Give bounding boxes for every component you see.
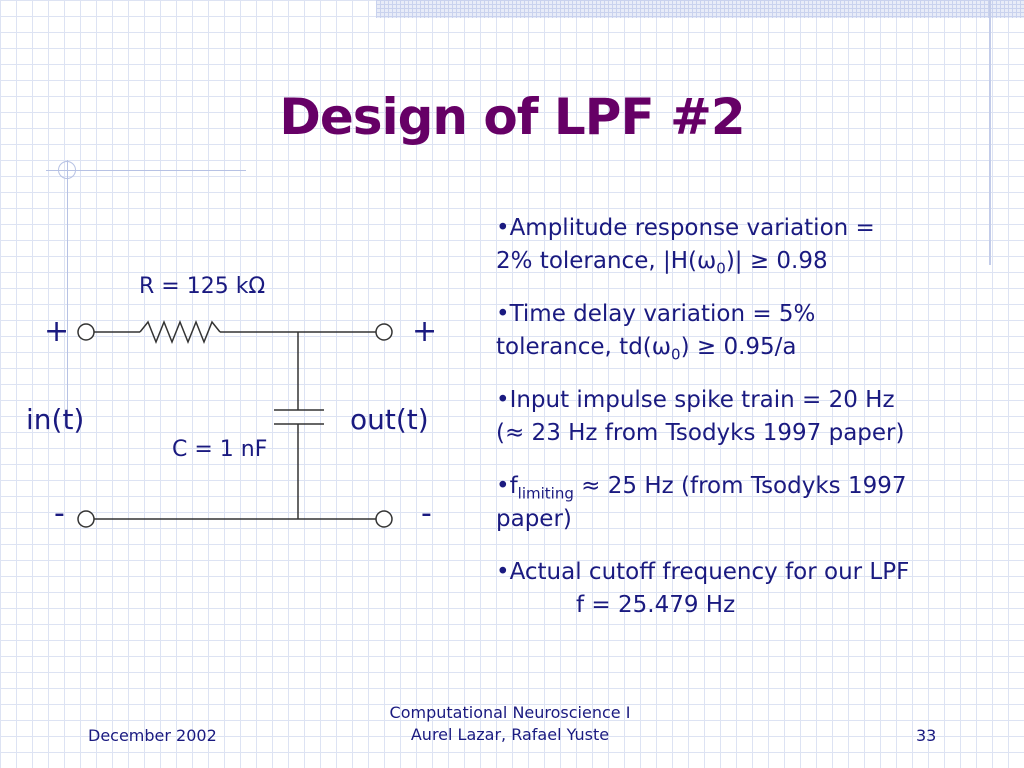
minus-right-sign: - bbox=[421, 496, 432, 531]
bullet-line bbox=[496, 245, 966, 278]
bullet-line: f = 25.479 Hz bbox=[576, 592, 736, 618]
bullet-line bbox=[496, 331, 966, 364]
terminal-out-minus bbox=[376, 511, 392, 527]
out-label: out(t) bbox=[350, 403, 429, 436]
text-run: ) ≥ 0.95/a bbox=[680, 334, 797, 360]
footer-course-title: Computational Neuroscience I bbox=[389, 703, 631, 722]
text-run: )| ≥ 0.98 bbox=[725, 248, 828, 274]
resistor-label: R = 125 kΩ bbox=[139, 274, 266, 299]
bullet-line: •Amplitude response variation = bbox=[496, 215, 875, 241]
terminal-out-plus bbox=[376, 324, 392, 340]
capacitor-label: C = 1 nF bbox=[172, 437, 268, 462]
bullet-line bbox=[496, 470, 966, 503]
in-label: in(t) bbox=[26, 403, 85, 436]
footer-course bbox=[360, 702, 660, 746]
bullet-line: •Time delay variation = 5% bbox=[496, 301, 816, 327]
bullet-list bbox=[496, 212, 966, 642]
footer-authors: Aurel Lazar, Rafael Yuste bbox=[410, 725, 610, 744]
text-run: 2% tolerance, |H(ω bbox=[496, 248, 717, 274]
resistor-zigzag bbox=[140, 322, 220, 342]
bullet-line: paper) bbox=[496, 506, 572, 532]
text-run: ≈ 25 Hz (from Tsodyks 1997 bbox=[573, 473, 907, 499]
subscript: 0 bbox=[671, 345, 681, 364]
bullet-line: •Actual cutoff frequency for our LPF bbox=[496, 559, 910, 585]
footer-page-number: 33 bbox=[916, 726, 937, 745]
bullet-f-limiting bbox=[496, 470, 966, 536]
plus-right-sign: + bbox=[412, 314, 438, 349]
text-run: •f bbox=[496, 473, 518, 499]
bullet-time-delay bbox=[496, 298, 966, 364]
subscript: 0 bbox=[716, 259, 726, 278]
bullet-amplitude-response bbox=[496, 212, 966, 278]
terminal-in-plus bbox=[78, 324, 94, 340]
subscript: limiting bbox=[517, 484, 574, 503]
footer-date: December 2002 bbox=[88, 726, 217, 745]
bullet-line: (≈ 23 Hz from Tsodyks 1997 paper) bbox=[496, 420, 905, 446]
bullet-line: •Input impulse spike train = 20 Hz bbox=[496, 387, 895, 413]
text-run: tolerance, td(ω bbox=[496, 334, 672, 360]
bullet-input-spike-train bbox=[496, 384, 966, 450]
terminal-in-minus bbox=[78, 511, 94, 527]
slide-title: Design of LPF #2 bbox=[279, 88, 745, 146]
bullet-actual-cutoff bbox=[496, 556, 966, 622]
minus-left-sign: - bbox=[54, 496, 65, 531]
plus-left-sign: + bbox=[44, 314, 70, 349]
